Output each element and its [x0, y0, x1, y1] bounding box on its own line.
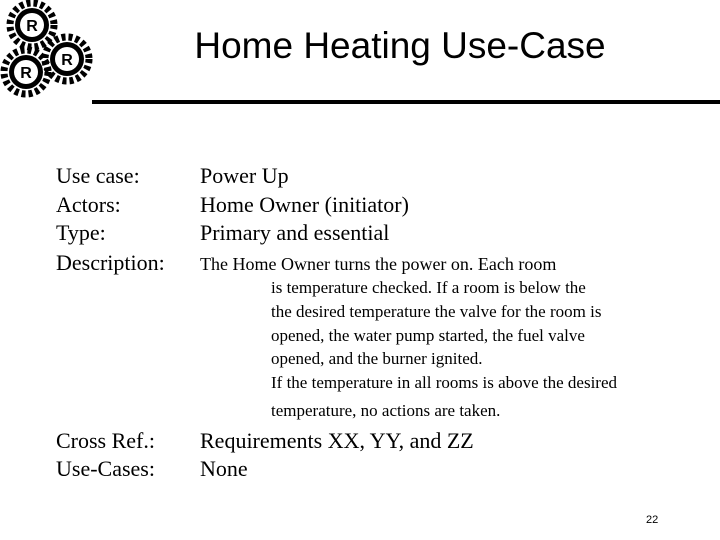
gears-logo	[0, 0, 100, 100]
description-label: Description:	[56, 250, 165, 275]
page-number: 22	[646, 514, 659, 526]
description-line-1: The Home Owner turns the power on. Each room	[200, 254, 557, 274]
gears-logo-icon	[0, 0, 100, 100]
gear-top-letter: R	[26, 18, 38, 35]
type-value: Primary and essential	[200, 220, 390, 245]
use-cases-label: Use-Cases:	[56, 456, 155, 481]
use-case-label: Use case:	[56, 163, 140, 188]
description-line-4: opened, the water pump started, the fuel valve	[271, 326, 585, 345]
title-divider	[92, 100, 720, 104]
description-line-6: If the temperature in all rooms is above the desired	[271, 373, 618, 392]
gear-left-letter: R	[20, 65, 32, 82]
description-line-3: the desired temperature the valve for the room is	[271, 302, 602, 321]
actors-label: Actors:	[56, 192, 121, 217]
type-label: Type:	[56, 220, 106, 245]
cross-ref-value: Requirements XX, YY, and ZZ	[200, 428, 474, 453]
gear-right-letter: R	[61, 52, 73, 69]
use-cases-value: None	[200, 456, 248, 481]
description-line-7: temperature, no actions are taken.	[271, 401, 501, 420]
description-line-5: opened, and the burner ignited.	[271, 349, 483, 368]
actors-value: Home Owner (initiator)	[200, 192, 409, 217]
cross-ref-label: Cross Ref.:	[56, 428, 155, 453]
description-line-2: is temperature checked. If a room is below the	[271, 278, 586, 297]
slide-title: Home Heating Use-Case	[194, 25, 606, 66]
use-case-value: Power Up	[200, 163, 289, 188]
